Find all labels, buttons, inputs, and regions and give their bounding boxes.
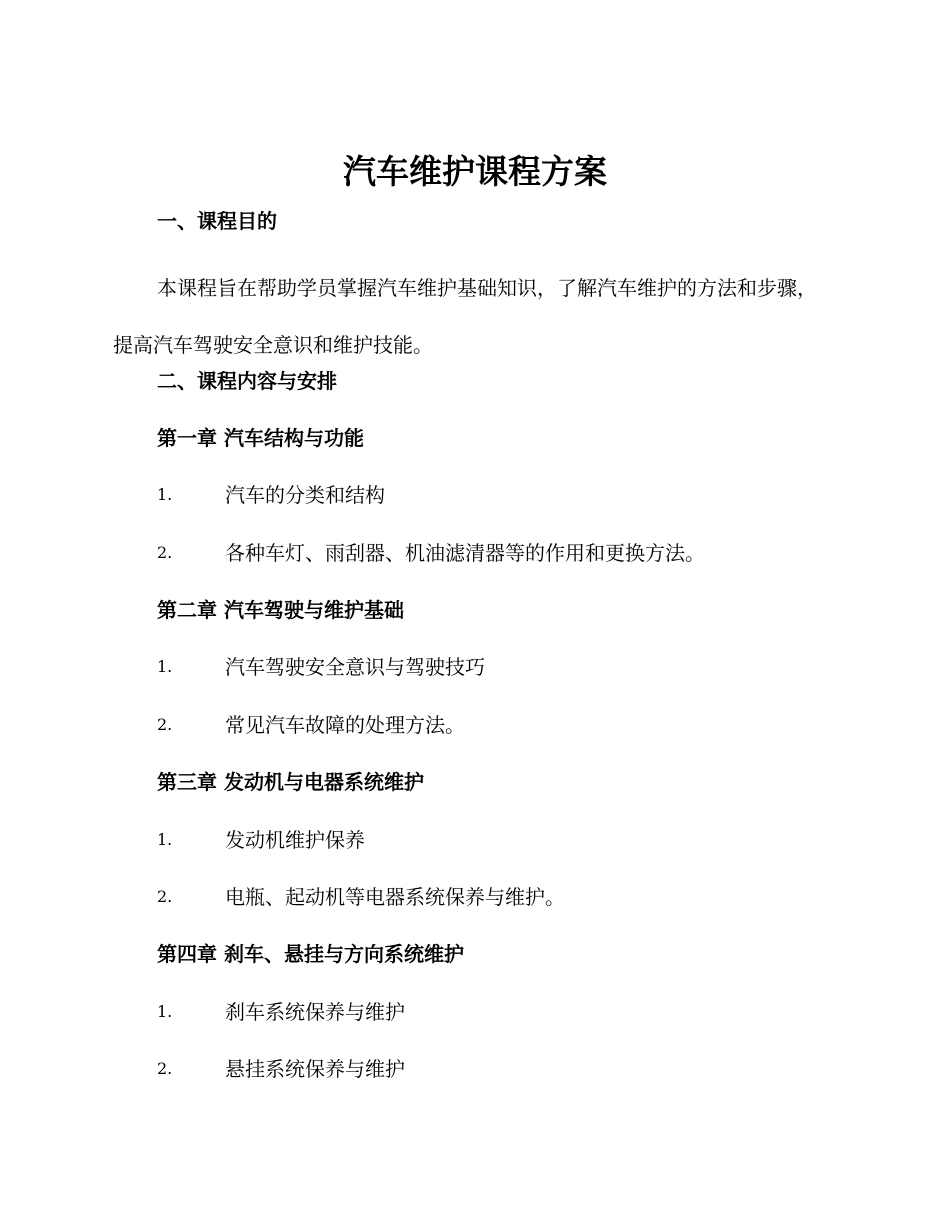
list-item-text: 悬挂系统保养与维护 (225, 1057, 405, 1081)
list-item-number: 2. (157, 1059, 173, 1078)
list-item-number: 1. (157, 657, 173, 676)
list-item-number: 2. (157, 715, 173, 734)
chapter-heading-2: 第二章 汽车驾驶与维护基础 (157, 598, 404, 622)
chapter-heading-4: 第四章 刹车、悬挂与方向系统维护 (157, 942, 464, 966)
list-item-text: 刹车系统保养与维护 (225, 1000, 405, 1024)
chapter-heading-1: 第一章 汽车结构与功能 (157, 426, 364, 450)
document-title: 汽车维护课程方案 (343, 152, 607, 191)
list-item-text: 汽车的分类和结构 (225, 483, 385, 507)
list-item-number: 2. (157, 543, 173, 562)
list-item-number: 1. (157, 1002, 173, 1021)
section-heading-content: 二、课程内容与安排 (157, 369, 337, 393)
objective-paragraph: 本课程旨在帮助学员掌握汽车维护基础知识，了解汽车维护的方法和步骤，提高汽车驾驶安全意识和维护技能。 (113, 276, 817, 357)
list-item-number: 1. (157, 830, 173, 849)
list-item-text: 发动机维护保养 (225, 828, 365, 852)
list-item-text: 电瓶、起动机等电器系统保养与维护。 (225, 885, 565, 909)
list-item-number: 1. (157, 485, 173, 504)
list-item-text: 汽车驾驶安全意识与驾驶技巧 (225, 655, 485, 679)
list-item-text: 各种车灯、雨刮器、机油滤清器等的作用和更换方法。 (225, 541, 705, 565)
list-item-number: 2. (157, 887, 173, 906)
list-item-text: 常见汽车故障的处理方法。 (225, 713, 465, 737)
chapter-heading-3: 第三章 发动机与电器系统维护 (157, 770, 424, 794)
section-heading-objective: 一、课程目的 (157, 209, 277, 233)
